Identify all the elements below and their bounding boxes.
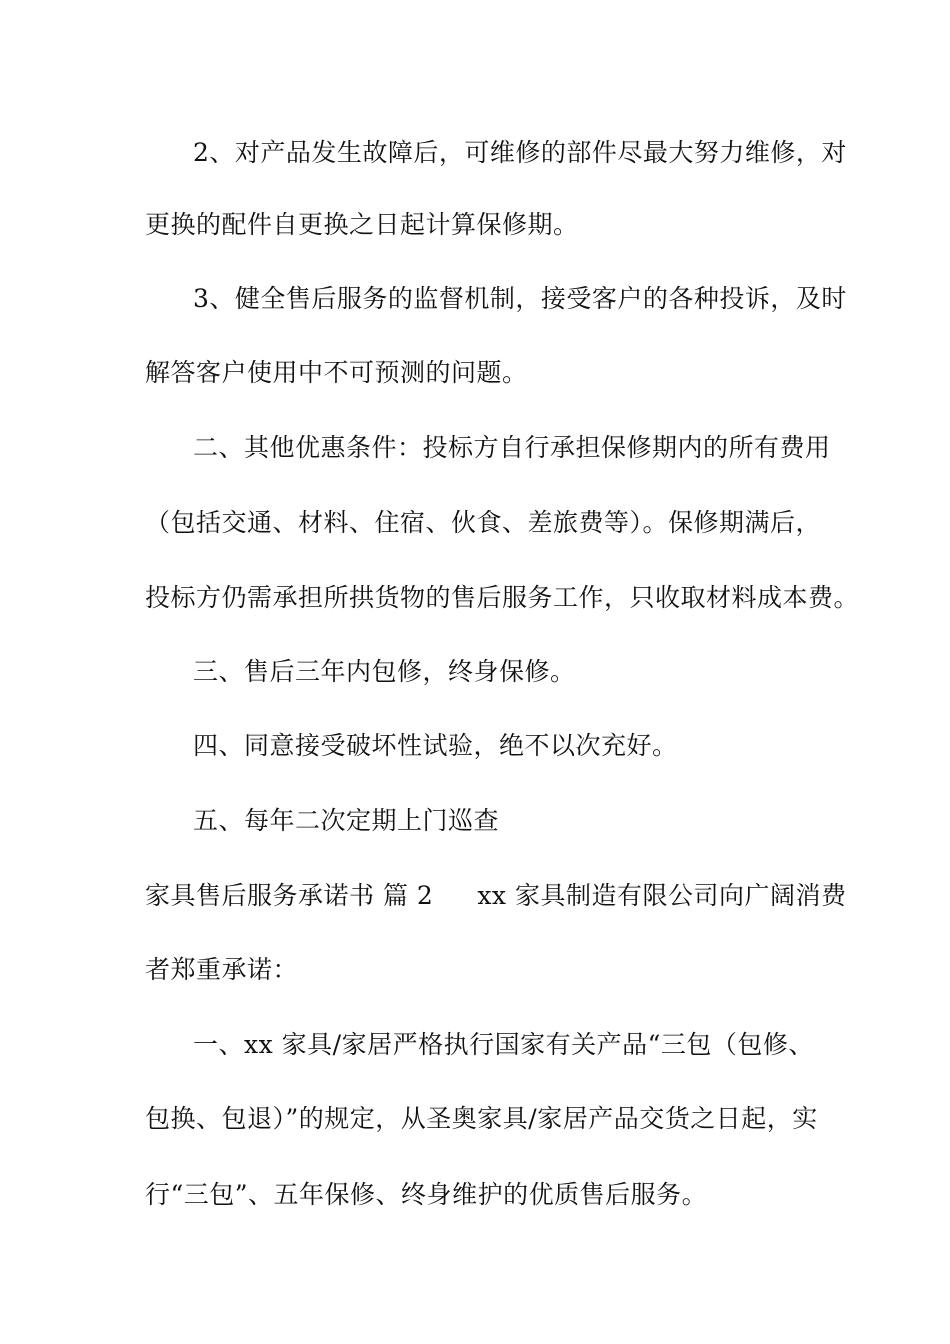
paragraph-line: 包换、包退）”的规定，从圣奥家具/家居产品交货之日起，实 [145, 1104, 818, 1133]
paragraph-line: 四、同意接受破坏性试验，绝不以次充好。 [193, 731, 678, 760]
paragraph-line: 五、每年二次定期上门巡查 [193, 806, 500, 835]
paragraph-line: 2、对产品发生故障后，可维修的部件尽最大努力维修，对 [193, 138, 847, 167]
paragraph-text: xx 家具制造有限公司向广阔消费 [477, 881, 847, 910]
paragraph-line: 行“三包”、五年保修、终身维护的优质售后服务。 [145, 1180, 708, 1209]
paragraph-line: 者郑重承诺： [145, 955, 299, 984]
paragraph-line: 一、xx 家具/家居严格执行国家有关产品“三包（包修、 [193, 1030, 814, 1059]
paragraph-line: （包括交通、材料、住宿、伙食、差旅费等）。保修期满后， [145, 508, 822, 537]
paragraph-line: 投标方仍需承担所拱货物的售后服务工作，只收取材料成本费。 [145, 583, 860, 612]
paragraph-line: 解答客户使用中不可预测的问题。 [145, 358, 528, 387]
section-heading-line [145, 881, 846, 911]
paragraph-line: 更换的配件自更换之日起计算保修期。 [145, 210, 579, 239]
paragraph-line: 二、其他优惠条件：投标方自行承担保修期内的所有费用 [193, 433, 831, 462]
paragraph-line: 三、售后三年内包修，终身保修。 [193, 657, 576, 686]
paragraph-line: 3、健全售后服务的监督机制，接受客户的各种投诉，及时 [193, 284, 847, 313]
section-title: 家具售后服务承诺书 篇 2 [145, 881, 434, 910]
